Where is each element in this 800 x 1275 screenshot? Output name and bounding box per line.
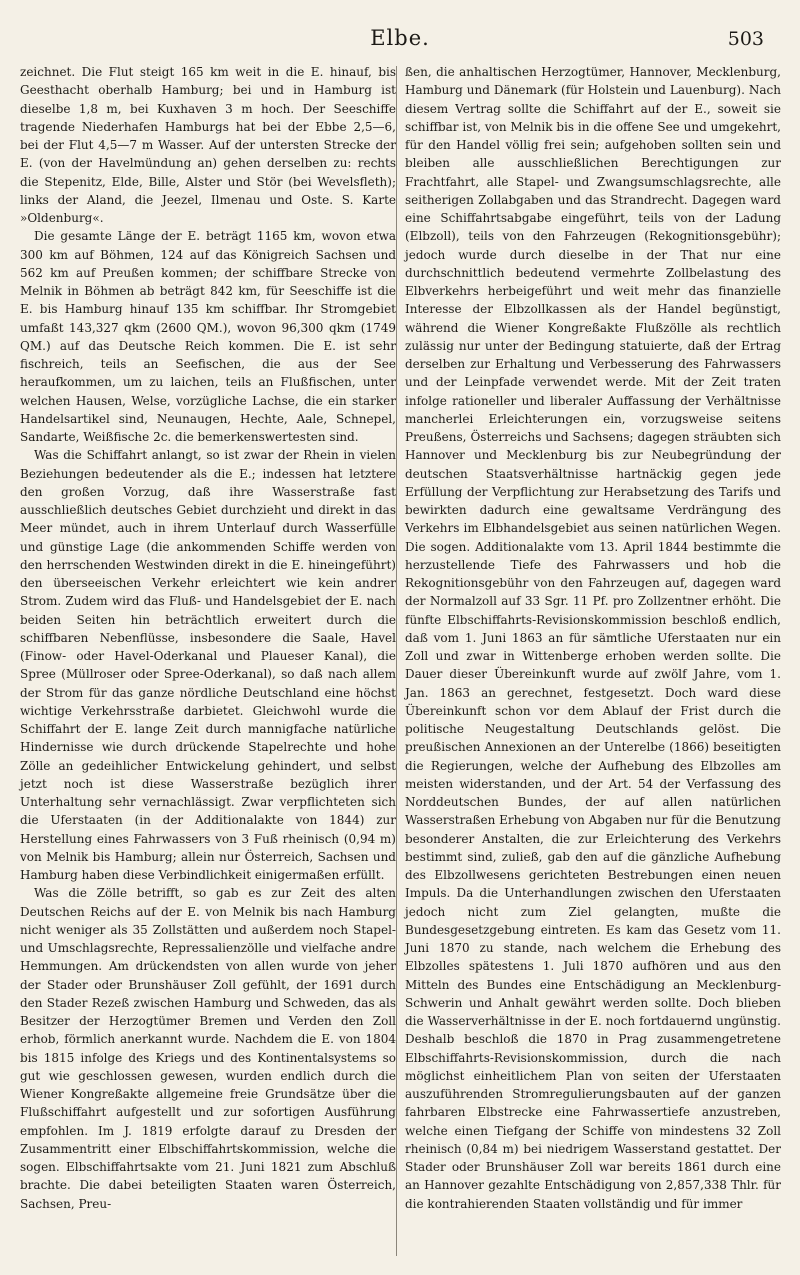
paragraph: zeichnet. Die Flut steigt 165 km weit in die E. hinauf, bis Geesthacht oberhalb Hamburg; bei und in Hamburg ist dieselbe 1,8 m, bei Kuxhaven 3 m hoch. Der Seeschiffe tragende Niederhafen Hamburgs hat bei der Ebbe 2,5—6, bei der Flut 4,5—7 m Wasser. Auf der untersten Strecke der E. (von der Havelmündung an) gehen derselben zu: rechts die Stepenitz, Elde, Bille, Alster und Stör (bei Wevelsfleth); links der Aland, die Jeezel, Ilmenau und Oste. S. Karte »Oldenburg«.	[20, 65, 396, 225]
page-number: 503	[727, 28, 764, 50]
right-column	[405, 63, 781, 1213]
paragraph: Die gesamte Länge der E. beträgt 1165 km, wovon etwa 300 km auf Böhmen, 124 auf das Königreich Sachsen und 562 km auf Preußen kommen; der schiffbare Strecke von Melnik in Böhmen ab beträgt 842 km, für Seeschiffe ist die E. bis Hamburg hinauf 135 km schiffbar. Ihr Stromgebiet umfaßt 143,327 qkm (2600 QM.), wovon 96,300 qkm (1749 QM.) auf das Deutsche Reich kommen. Die E. ist sehr fischreich, teils an Seefischen, die aus der See heraufkommen, um zu laichen, teils an Flußfischen, unter welchen Hausen, Welse, vorzügliche Lachse, die ein starker Handelsartikel sind, Neunaugen, Hechte, Aale, Schnepel, Sandarte, Weißfische 2c. die bemerkenswertesten sind.	[20, 229, 396, 444]
paragraph: Was die Schiffahrt anlangt, so ist zwar der Rhein in vielen Beziehungen bedeutender als die E.; indessen hat letztere den großen Vorzug, daß ihre Wasserstraße fast ausschließlich deutsches Gebiet durchzieht und direkt in das Meer mündet, auch in ihrem Unterlauf durch Wasserfülle und günstige Lage (die ankommenden Schiffe werden von den herrschenden Westwinden direkt in die E. hineingeführt) den überseeischen Verkehr erleichtert wie kein andrer Strom. Zudem wird das Fluß- und Handelsgebiet der E. nach beiden Seiten hin beträchtlich erweitert durch die schiffbaren Nebenflüsse, insbesondere die Saale, Havel (Finow- oder Havel-Oderkanal und Plaueser Kanal), die Spree (Müllroser oder Spree-Oderkanal), so daß nach allem der Strom für das ganze nördliche Deutschland eine höchst wichtige Verkehrsstraße darbietet. Gleichwohl wurde die Schiffahrt der E. lange Zeit durch mannigfache natürliche Hindernisse wie durch drückende Stapelrechte und hohe Zölle an gedeihlicher Entwickelung gehindert, und selbst jetzt noch ist diese Wasserstraße bezüglich ihrer Unterhaltung sehr vernachlässigt. Zwar verpflichteten sich die Uferstaaten (in der Additionalakte von 1844) zur Herstellung eines Fahrwassers von 3 Fuß rheinisch (0,94 m) von Melnik bis Hamburg; allein nur Österreich, Sachsen und Hamburg haben diese Verbindlichkeit einigermaßen erfüllt.	[20, 448, 396, 882]
left-column	[20, 63, 396, 1213]
paragraph: Was die Zölle betrifft, so gab es zur Zeit des alten Deutschen Reichs auf der E. von Melnik bis nach Hamburg nicht weniger als 35 Zollstätten und außerdem noch Stapel- und Umschlagsrechte, Repressalienzölle und vielfache andre Hemmungen. Am drückendsten von allen wurde von jeher der Stader oder Brunshäuser Zoll gefühlt, der 1691 durch den Stader Rezeß zwischen Hamburg und Schweden, das als Besitzer der Herzogtümer Bremen und Verden den Zoll erhob, förmlich anerkannt wurde. Nachdem die E. von 1804 bis 1815 infolge des Kriegs und des Kontinentalsystems so gut wie geschlossen gewesen, wurden endlich durch die Wiener Kongreßakte allgemeine freie Grundsätze über die Flußschiffahrt aufgestellt und zur sofortigen Ausführung empfohlen. Im J. 1819 erfolgte darauf zu Dresden der Zusammentritt einer Elbschiffahrtskommission, welche die sogen. Elbschiffahrtsakte vom 21. Juni 1821 zum Abschluß brachte. Die dabei beteiligten Staaten waren Österreich, Sachsen, Preu-	[20, 886, 396, 1211]
page-header	[0, 26, 800, 56]
paragraph: ßen, die anhaltischen Herzogtümer, Hannover, Mecklenburg, Hamburg und Dänemark (für Holstein und Lauenburg). Nach diesem Vertrag sollte die Schiffahrt auf der E., soweit sie schiffbar ist, von Melnik bis in die offene See und umgekehrt, für den Handel völlig frei sein; aufgehoben sollten sein und bleiben alle ausschließlichen Berechtigungen zur Frachtfahrt, alle Stapel- und Zwangsumschlagsrechte, alle seitherigen Zollabgaben und das Strandrecht. Dagegen ward eine Schiffahrtsabgabe eingeführt, teils von der Ladung (Elbzoll), teils von den Fahrzeugen (Rekognitionsgebühr); jedoch wurde durch dieselbe in der That nur eine durchschnittlich bedeutend vermehrte Zollbelastung des Elbverkehrs herbeigeführt und weit mehr das finanzielle Interesse der Elbzollkassen als der Handel begünstigt, während die Wiener Kongreßakte Flußzölle als rechtlich zulässig nur unter der Bedingung statuierte, daß der Ertrag derselben zur Erhaltung und Verbesserung des Fahrwassers und der Leinpfade verwendet werde. Mit der Zeit traten infolge rationeller und liberaler Auffassung der Verhältnisse mancherlei Erleichterungen ein, vorzugsweise seitens Preußens, Österreichs und Sachsens; dagegen sträubten sich Hannover und Mecklenburg bis zur Neubegründung der deutschen Staatsverhältnisse hartnäckig gegen jede Erfüllung der Verpflichtung zur Herabsetzung des Tarifs und bewirkten dadurch eine gewaltsame Verdrängung des Verkehrs im Elbhandelsgebiet aus seinen natürlichen Wegen. Die sogen. Additionalakte vom 13. April 1844 bestimmte die herzustellende Tiefe des Fahrwassers und hob die Rekognitionsgebühr von den Fahrzeugen auf, dagegen ward der Normalzoll auf 33 Sgr. 11 Pf. pro Zollzentner erhöht. Die fünfte Elbschiffahrts-Revisionskommission beschloß endlich, daß vom 1. Juni 1863 an für sämtliche Uferstaaten nur ein Zoll und zwar in Wittenberge erhoben werden sollte. Die Dauer dieser Übereinkunft wurde auf zwölf Jahre, vom 1. Jan. 1863 an gerechnet, festgesetzt. Doch ward diese Übereinkunft schon vor dem Ablauf der Frist durch die politische Neugestaltung Deutschlands gelöst. Die preußischen Annexionen an der Unterelbe (1866) beseitigten die Regierungen, welche der Aufhebung des Elbzolles am meisten widerstanden, und der Art. 54 der Verfassung des Norddeutschen Bundes, der auf allen natürlichen Wasserstraßen Erhebung von Abgaben nur für die Benutzung besonderer Anstalten, die zur Erleichterung des Verkehrs bestimmt sind, zuließ, gab den auf die gänzliche Aufhebung des Elbzollwesens gerichteten Bestrebungen einen neuen Impuls. Da die Unterhandlungen zwischen den Uferstaaten jedoch nicht zum Ziel gelangten, mußte die Bundesgesetzgebung eintreten. Es kam das Gesetz vom 11. Juni 1870 zu stande, nach welchem die Erhebung des Elbzolles spätestens 1. Juli 1870 aufhören und aus den Mitteln des Bundes eine Entschädigung an Mecklenburg-Schwerin und Anhalt gewährt werden sollte. Doch blieben die Wasserverhältnisse in der E. noch fortdauernd ungünstig. Deshalb beschloß die 1870 in Prag zusammengetretene Elbschiffahrts-Revisionskommission, durch die nach möglichst einheitlichem Plan von seiten der Uferstaaten auszuführenden Stromregulierungsbauten auf der ganzen fahrbaren Elbstrecke eine Fahrwassertiefe anzustreben, welche einen Tiefgang der Schiffe von mindestens 32 Zoll rheinisch (0,84 m) bei niedrigem Wasserstand gestattet. Der Stader oder Brunshäuser Zoll war bereits 1861 durch eine an Hannover gezahlte Entschädigung von 2,857,338 Thlr. für die kontrahierenden Staaten vollständig und für immer	[405, 65, 781, 1211]
column-divider	[396, 66, 397, 1256]
running-title: Elbe.	[370, 26, 430, 50]
